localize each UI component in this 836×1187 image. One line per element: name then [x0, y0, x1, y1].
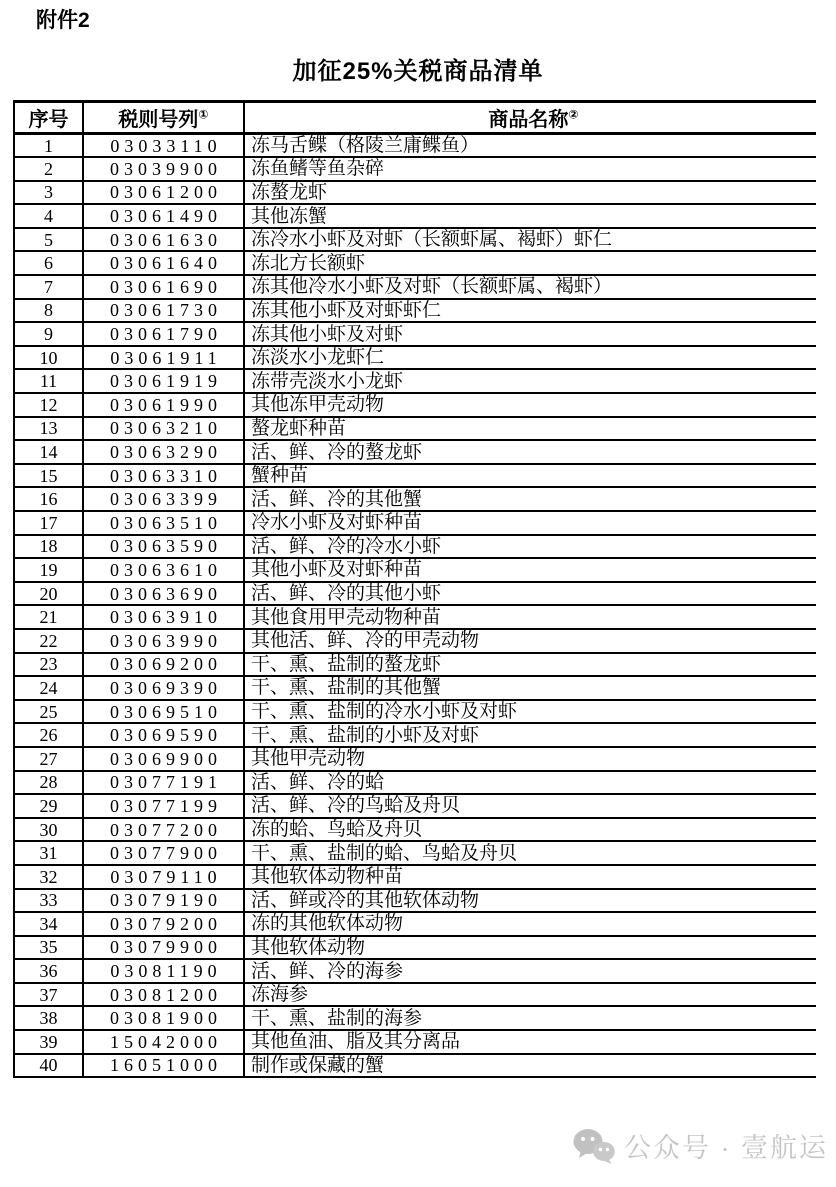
tariff-code: 03063610	[83, 558, 244, 582]
table-row	[14, 1030, 816, 1054]
row-index: 20	[14, 582, 83, 606]
tariff-code: 03069900	[83, 747, 244, 771]
tariff-code: 03063910	[83, 605, 244, 629]
row-index: 11	[14, 369, 83, 393]
tariff-code: 03063290	[83, 440, 244, 464]
table-row	[14, 747, 816, 771]
tariff-code: 03033110	[83, 134, 244, 158]
product-name: 其他小虾及对虾种苗	[244, 558, 816, 582]
header-index-label: 序号	[28, 109, 69, 131]
tariff-code: 16051000	[83, 1054, 244, 1078]
header-product-name	[244, 102, 816, 134]
row-index: 30	[14, 818, 83, 842]
row-index: 34	[14, 912, 83, 936]
table-row	[14, 299, 816, 323]
table-row	[14, 865, 816, 889]
table-row	[14, 700, 816, 724]
table-row	[14, 511, 816, 535]
table-row	[14, 440, 816, 464]
row-index: 6	[14, 251, 83, 275]
table-row	[14, 487, 816, 511]
product-name: 其他软体动物种苗	[244, 865, 816, 889]
table-row	[14, 936, 816, 960]
tariff-code: 03061919	[83, 369, 244, 393]
row-index: 14	[14, 440, 83, 464]
tariff-code: 03079110	[83, 865, 244, 889]
product-name: 冻其他小虾及对虾	[244, 322, 816, 346]
row-index: 25	[14, 700, 83, 724]
product-name: 其他软体动物	[244, 936, 816, 960]
row-index: 24	[14, 676, 83, 700]
product-name: 螯龙虾种苗	[244, 417, 816, 441]
tariff-code: 03081190	[83, 959, 244, 983]
tariff-table	[13, 100, 816, 1078]
product-name: 干、熏、盐制的螯龙虾	[244, 653, 816, 677]
table-row	[14, 369, 816, 393]
tariff-code: 03061730	[83, 299, 244, 323]
table-row	[14, 676, 816, 700]
product-name: 其他冻蟹	[244, 204, 816, 228]
row-index: 37	[14, 983, 83, 1007]
table-row	[14, 1006, 816, 1030]
row-index: 5	[14, 228, 83, 252]
row-index: 23	[14, 653, 83, 677]
row-index: 29	[14, 794, 83, 818]
table-row	[14, 889, 816, 913]
row-index: 9	[14, 322, 83, 346]
table-row	[14, 818, 816, 842]
table-row	[14, 959, 816, 983]
row-index: 1	[14, 134, 83, 158]
tariff-code: 03039900	[83, 157, 244, 181]
table-row	[14, 393, 816, 417]
table-row	[14, 157, 816, 181]
row-index: 17	[14, 511, 83, 535]
product-name: 活、鲜、冷的其他蟹	[244, 487, 816, 511]
tariff-code: 03079190	[83, 889, 244, 913]
footnote-2-marker: ②	[568, 107, 579, 122]
row-index: 8	[14, 299, 83, 323]
table-row	[14, 346, 816, 370]
product-name: 冻冷水小虾及对虾（长额虾属、褐虾）虾仁	[244, 228, 816, 252]
product-name: 活、鲜、冷的海参	[244, 959, 816, 983]
product-name: 活、鲜或冷的其他软体动物	[244, 889, 816, 913]
product-name: 其他鱼油、脂及其分离品	[244, 1030, 816, 1054]
table-row	[14, 912, 816, 936]
table-row	[14, 582, 816, 606]
row-index: 26	[14, 723, 83, 747]
table-row	[14, 417, 816, 441]
table-row	[14, 983, 816, 1007]
tariff-code: 03061200	[83, 181, 244, 205]
table-row	[14, 204, 816, 228]
product-name: 冻其他冷水小虾及对虾（长额虾属、褐虾）	[244, 275, 816, 299]
row-index: 16	[14, 487, 83, 511]
tariff-code: 03077900	[83, 841, 244, 865]
watermark	[573, 1126, 828, 1165]
tariff-code: 03079900	[83, 936, 244, 960]
attachment-label: 附件2	[36, 9, 90, 32]
header-product-name-label: 商品名称	[488, 109, 569, 131]
tariff-code: 03077191	[83, 771, 244, 795]
tariff-code: 03069510	[83, 700, 244, 724]
row-index: 7	[14, 275, 83, 299]
product-name: 其他食用甲壳动物种苗	[244, 605, 816, 629]
tariff-code: 03063310	[83, 464, 244, 488]
row-index: 15	[14, 464, 83, 488]
tariff-code: 03069390	[83, 676, 244, 700]
table-row	[14, 841, 816, 865]
table-row	[14, 181, 816, 205]
tariff-code: 03069590	[83, 723, 244, 747]
product-name: 活、鲜、冷的其他小虾	[244, 582, 816, 606]
table-row	[14, 134, 816, 158]
header-index	[14, 102, 83, 134]
product-name: 其他活、鲜、冷的甲壳动物	[244, 629, 816, 653]
watermark-text: 公众号 · 壹航运	[624, 1133, 828, 1163]
tariff-code: 03063990	[83, 629, 244, 653]
table-row	[14, 723, 816, 747]
row-index: 35	[14, 936, 83, 960]
page-title: 加征25%关税商品清单	[292, 58, 544, 85]
product-name: 冷水小虾及对虾种苗	[244, 511, 816, 535]
row-index: 38	[14, 1006, 83, 1030]
tariff-code: 03063210	[83, 417, 244, 441]
product-name: 干、熏、盐制的冷水小虾及对虾	[244, 700, 816, 724]
tariff-code: 03061640	[83, 251, 244, 275]
table-row	[14, 794, 816, 818]
table-row	[14, 251, 816, 275]
tariff-code: 03061911	[83, 346, 244, 370]
wechat-icon	[573, 1128, 615, 1164]
table-row	[14, 464, 816, 488]
row-index: 28	[14, 771, 83, 795]
product-name: 冻马舌鲽（格陵兰庸鲽鱼）	[244, 134, 816, 158]
product-name: 冻鱼鳍等鱼杂碎	[244, 157, 816, 181]
row-index: 13	[14, 417, 83, 441]
table-row	[14, 275, 816, 299]
row-index: 10	[14, 346, 83, 370]
tariff-code: 03069200	[83, 653, 244, 677]
product-name: 干、熏、盐制的小虾及对虾	[244, 723, 816, 747]
row-index: 21	[14, 605, 83, 629]
product-name: 活、鲜、冷的蛤	[244, 771, 816, 795]
tariff-code: 03063590	[83, 535, 244, 559]
table-row	[14, 322, 816, 346]
product-name: 干、熏、盐制的蛤、鸟蛤及舟贝	[244, 841, 816, 865]
product-name: 干、熏、盐制的海参	[244, 1006, 816, 1030]
product-name: 冻的蛤、鸟蛤及舟贝	[244, 818, 816, 842]
tariff-code: 03081900	[83, 1006, 244, 1030]
product-name: 其他冻甲壳动物	[244, 393, 816, 417]
product-name: 活、鲜、冷的螯龙虾	[244, 440, 816, 464]
table-row	[14, 558, 816, 582]
row-index: 19	[14, 558, 83, 582]
product-name: 制作或保藏的蟹	[244, 1054, 816, 1078]
tariff-code: 03063510	[83, 511, 244, 535]
header-tariff-code-label: 税则号列	[118, 109, 199, 131]
row-index: 22	[14, 629, 83, 653]
row-index: 39	[14, 1030, 83, 1054]
table-row	[14, 1054, 816, 1078]
tariff-code: 03077200	[83, 818, 244, 842]
row-index: 3	[14, 181, 83, 205]
product-name: 活、鲜、冷的冷水小虾	[244, 535, 816, 559]
table-row	[14, 535, 816, 559]
tariff-code: 03079200	[83, 912, 244, 936]
tariff-code: 03077199	[83, 794, 244, 818]
product-name: 干、熏、盐制的其他蟹	[244, 676, 816, 700]
tariff-code: 03061990	[83, 393, 244, 417]
tariff-code: 03061690	[83, 275, 244, 299]
product-name: 冻淡水小龙虾仁	[244, 346, 816, 370]
table-row	[14, 653, 816, 677]
footnote-1-marker: ①	[198, 107, 209, 122]
product-name: 其他甲壳动物	[244, 747, 816, 771]
tariff-code: 03061490	[83, 204, 244, 228]
product-name: 冻的其他软体动物	[244, 912, 816, 936]
row-index: 36	[14, 959, 83, 983]
row-index: 18	[14, 535, 83, 559]
tariff-code: 03061630	[83, 228, 244, 252]
product-name: 冻北方长额虾	[244, 251, 816, 275]
tariff-code: 15042000	[83, 1030, 244, 1054]
row-index: 2	[14, 157, 83, 181]
product-name: 冻海参	[244, 983, 816, 1007]
row-index: 33	[14, 889, 83, 913]
header-tariff-code	[83, 102, 244, 134]
row-index: 31	[14, 841, 83, 865]
product-name: 冻带壳淡水小龙虾	[244, 369, 816, 393]
row-index: 12	[14, 393, 83, 417]
row-index: 40	[14, 1054, 83, 1078]
product-name: 蟹种苗	[244, 464, 816, 488]
table-row	[14, 605, 816, 629]
tariff-code: 03081200	[83, 983, 244, 1007]
tariff-code: 03063399	[83, 487, 244, 511]
product-name: 冻螯龙虾	[244, 181, 816, 205]
row-index: 27	[14, 747, 83, 771]
product-name: 活、鲜、冷的鸟蛤及舟贝	[244, 794, 816, 818]
table-row	[14, 629, 816, 653]
row-index: 32	[14, 865, 83, 889]
table-row	[14, 771, 816, 795]
tariff-code: 03063690	[83, 582, 244, 606]
table-header-row	[14, 102, 816, 134]
table-row	[14, 228, 816, 252]
row-index: 4	[14, 204, 83, 228]
tariff-code: 03061790	[83, 322, 244, 346]
table-body	[14, 134, 816, 1078]
product-name: 冻其他小虾及对虾虾仁	[244, 299, 816, 323]
